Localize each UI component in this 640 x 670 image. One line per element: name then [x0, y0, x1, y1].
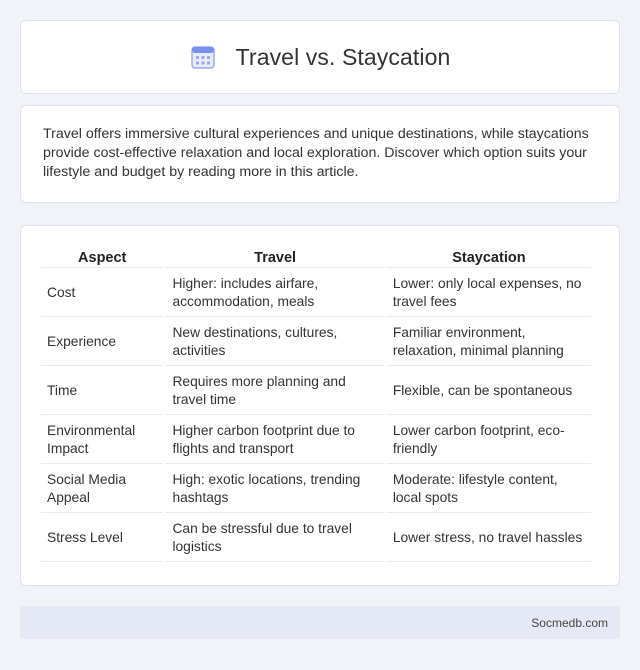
table-cell-aspect: Experience	[41, 317, 163, 366]
table-cell-travel: New destinations, cultures, activities	[166, 317, 383, 366]
column-header-staycation: Staycation	[387, 244, 591, 268]
column-header-aspect: Aspect	[41, 244, 163, 268]
table-cell-staycation: Flexible, can be spontaneous	[387, 366, 591, 415]
footer-bar	[20, 606, 620, 639]
table-cell-staycation: Lower stress, no travel hassles	[387, 513, 591, 562]
table-cell-travel: High: exotic locations, trending hashtags	[166, 464, 383, 513]
footer-site-link[interactable]: Socmedb.com	[531, 615, 608, 630]
table-cell-travel: Higher carbon footprint due to flights and transport	[166, 415, 383, 464]
table-cell-aspect: Stress Level	[41, 513, 163, 562]
table-cell-aspect: Time	[41, 366, 163, 415]
table-header-row	[41, 244, 591, 268]
table-cell-staycation: Moderate: lifestyle content, local spots	[387, 464, 591, 513]
table-row	[41, 415, 591, 464]
column-header-travel: Travel	[166, 244, 383, 268]
comparison-table	[38, 244, 594, 562]
table-cell-aspect: Cost	[41, 268, 163, 317]
page-title: Travel vs. Staycation	[235, 43, 451, 70]
table-cell-travel: Requires more planning and travel time	[166, 366, 383, 415]
intro-card	[20, 105, 620, 203]
table-cell-staycation: Lower: only local expenses, no travel fees	[387, 268, 591, 317]
table-cell-travel: Higher: includes airfare, accommodation, meals	[166, 268, 383, 317]
table-row	[41, 268, 591, 317]
table-cell-aspect: Environmental Impact	[41, 415, 163, 464]
table-cell-staycation: Familiar environment, relaxation, minimal planning	[387, 317, 591, 366]
table-row	[41, 366, 591, 415]
table-row	[41, 317, 591, 366]
table-cell-travel: Can be stressful due to travel logistics	[166, 513, 383, 562]
table-row	[41, 464, 591, 513]
intro-paragraph: Travel offers immersive cultural experiences and unique destinations, while staycations provide cost-effective relaxation and local exploration. Discover which option suits your lifestyle and budget by reading more in this article.	[43, 126, 589, 180]
comparison-table-card	[20, 225, 620, 586]
calendar-icon	[190, 44, 216, 70]
table-cell-aspect: Social Media Appeal	[41, 464, 163, 513]
table-cell-staycation: Lower carbon footprint, eco-friendly	[387, 415, 591, 464]
title-card	[20, 20, 620, 94]
table-row	[41, 513, 591, 562]
